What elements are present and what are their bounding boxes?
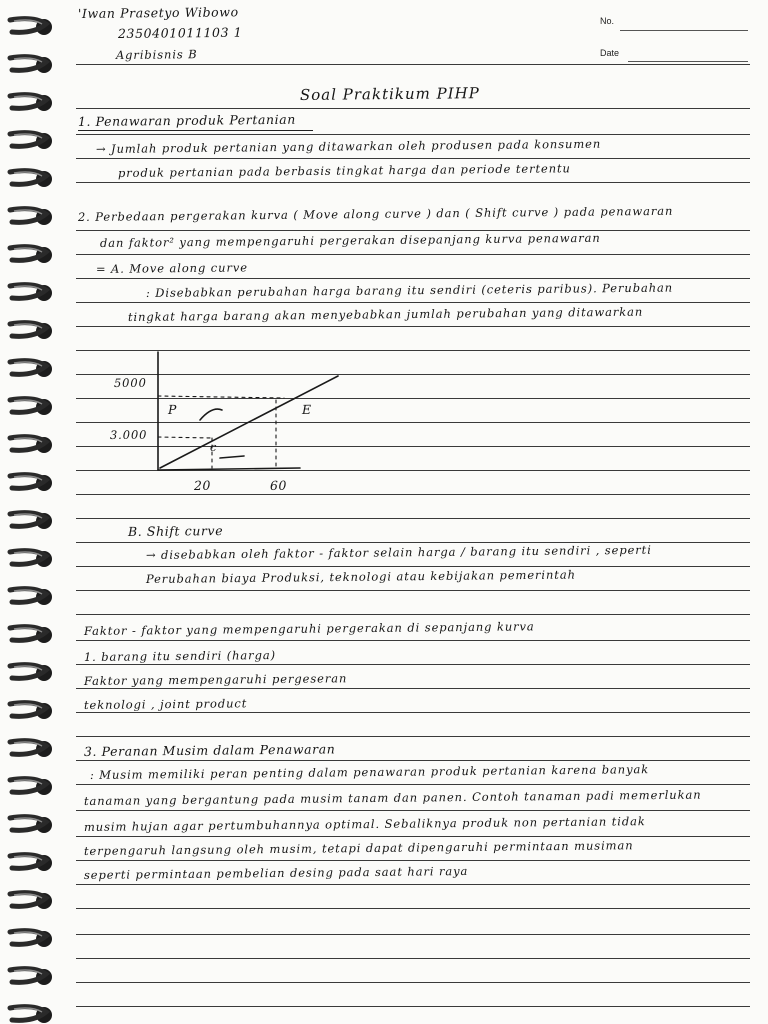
page-title: Soal Praktikum PIHP (299, 84, 480, 104)
section2-line2: dan faktor² yang mempengaruhi pergerakan disepanjang kurva penawaran (99, 230, 601, 250)
student-name: 'Iwan Prasetyo Wibowo (77, 4, 239, 21)
supply-curve (160, 376, 338, 468)
factors-heading: Faktor - faktor yang mempengaruhi pergerakan di sepanjang kurva (83, 619, 535, 638)
student-class: Agribisnis B (115, 47, 198, 62)
section1-line1: → Jumlah produk pertanian yang ditawarkan oleh produsen pada konsumen (95, 136, 602, 156)
section2-heading: 2. Perbedaan pergerakan kurva ( Move along curve ) dan ( Shift curve ) pada penawaran (77, 203, 674, 224)
graph-label-c: c (209, 439, 218, 454)
graph-y-tick-high: 5000 (113, 375, 147, 390)
section2-b-line1: → disebabkan oleh faktor - faktor selain harga / barang itu sendiri , seperti (145, 542, 652, 562)
section2-b-line2: Perubahan biaya Produksi, teknologi atau kebijakan pemerintah (145, 567, 576, 586)
section1-line2: produk pertanian pada berbasis tingkat harga dan periode tertentu (117, 161, 571, 180)
graph-x-axis (158, 468, 300, 470)
date-label: Date (600, 48, 620, 58)
section2-sub-b: B. Shift curve (127, 523, 224, 539)
graph-x-tick-high: 60 (269, 477, 288, 493)
no-label: No. (600, 16, 615, 26)
graph-label-p: P (167, 401, 178, 417)
graph-guide-3000 (158, 437, 212, 438)
graph-x-tick-low: 20 (193, 477, 212, 493)
section3-heading: 3. Peranan Musim dalam Penawaran (83, 741, 336, 759)
factors-item3: teknologi , joint product (83, 696, 248, 712)
factors-item1: 1. barang itu sendiri (harga) (83, 647, 277, 664)
section2-a-line1: : Disebabkan perubahan harga barang itu sendiri (ceteris paribus). Perubahan (145, 280, 674, 300)
graph-label-e: E (301, 401, 312, 417)
graph-guide-5000 (158, 396, 284, 398)
section3-line1: : Musim memiliki peran penting dalam penawaran produk pertanian karena banyak (89, 762, 650, 782)
section3-line3: musim hujan agar pertumbuhannya optimal. Sebaliknya produk non pertanian tidak (83, 814, 646, 834)
section3-line2: tanaman yang bergantung pada musim tanam dan panen. Contoh tanaman padi memerlukan (83, 787, 702, 808)
graph-y-tick-low: 3.000 (109, 427, 148, 442)
student-id: 2350401011103 1 (117, 24, 243, 41)
section3-line5: seperti permintaan pembelian desing pada saat hari raya (83, 863, 469, 882)
factors-item2: Faktor yang mempengaruhi pergeseran (83, 671, 348, 688)
graph-arrow-mark-2 (220, 456, 244, 458)
section2-sub-a: = A. Move along curve (95, 260, 248, 276)
section3-line4: terpengaruh langsung oleh musim, tetapi dapat dipengaruhi permintaan musiman (83, 838, 634, 858)
graph-arrow-mark (200, 409, 222, 420)
section2-a-line2: tingkat harga barang akan menyebabkan jumlah perubahan yang ditawarkan (127, 304, 644, 324)
section1-heading: 1. Penawaran produk Pertanian (77, 111, 297, 129)
